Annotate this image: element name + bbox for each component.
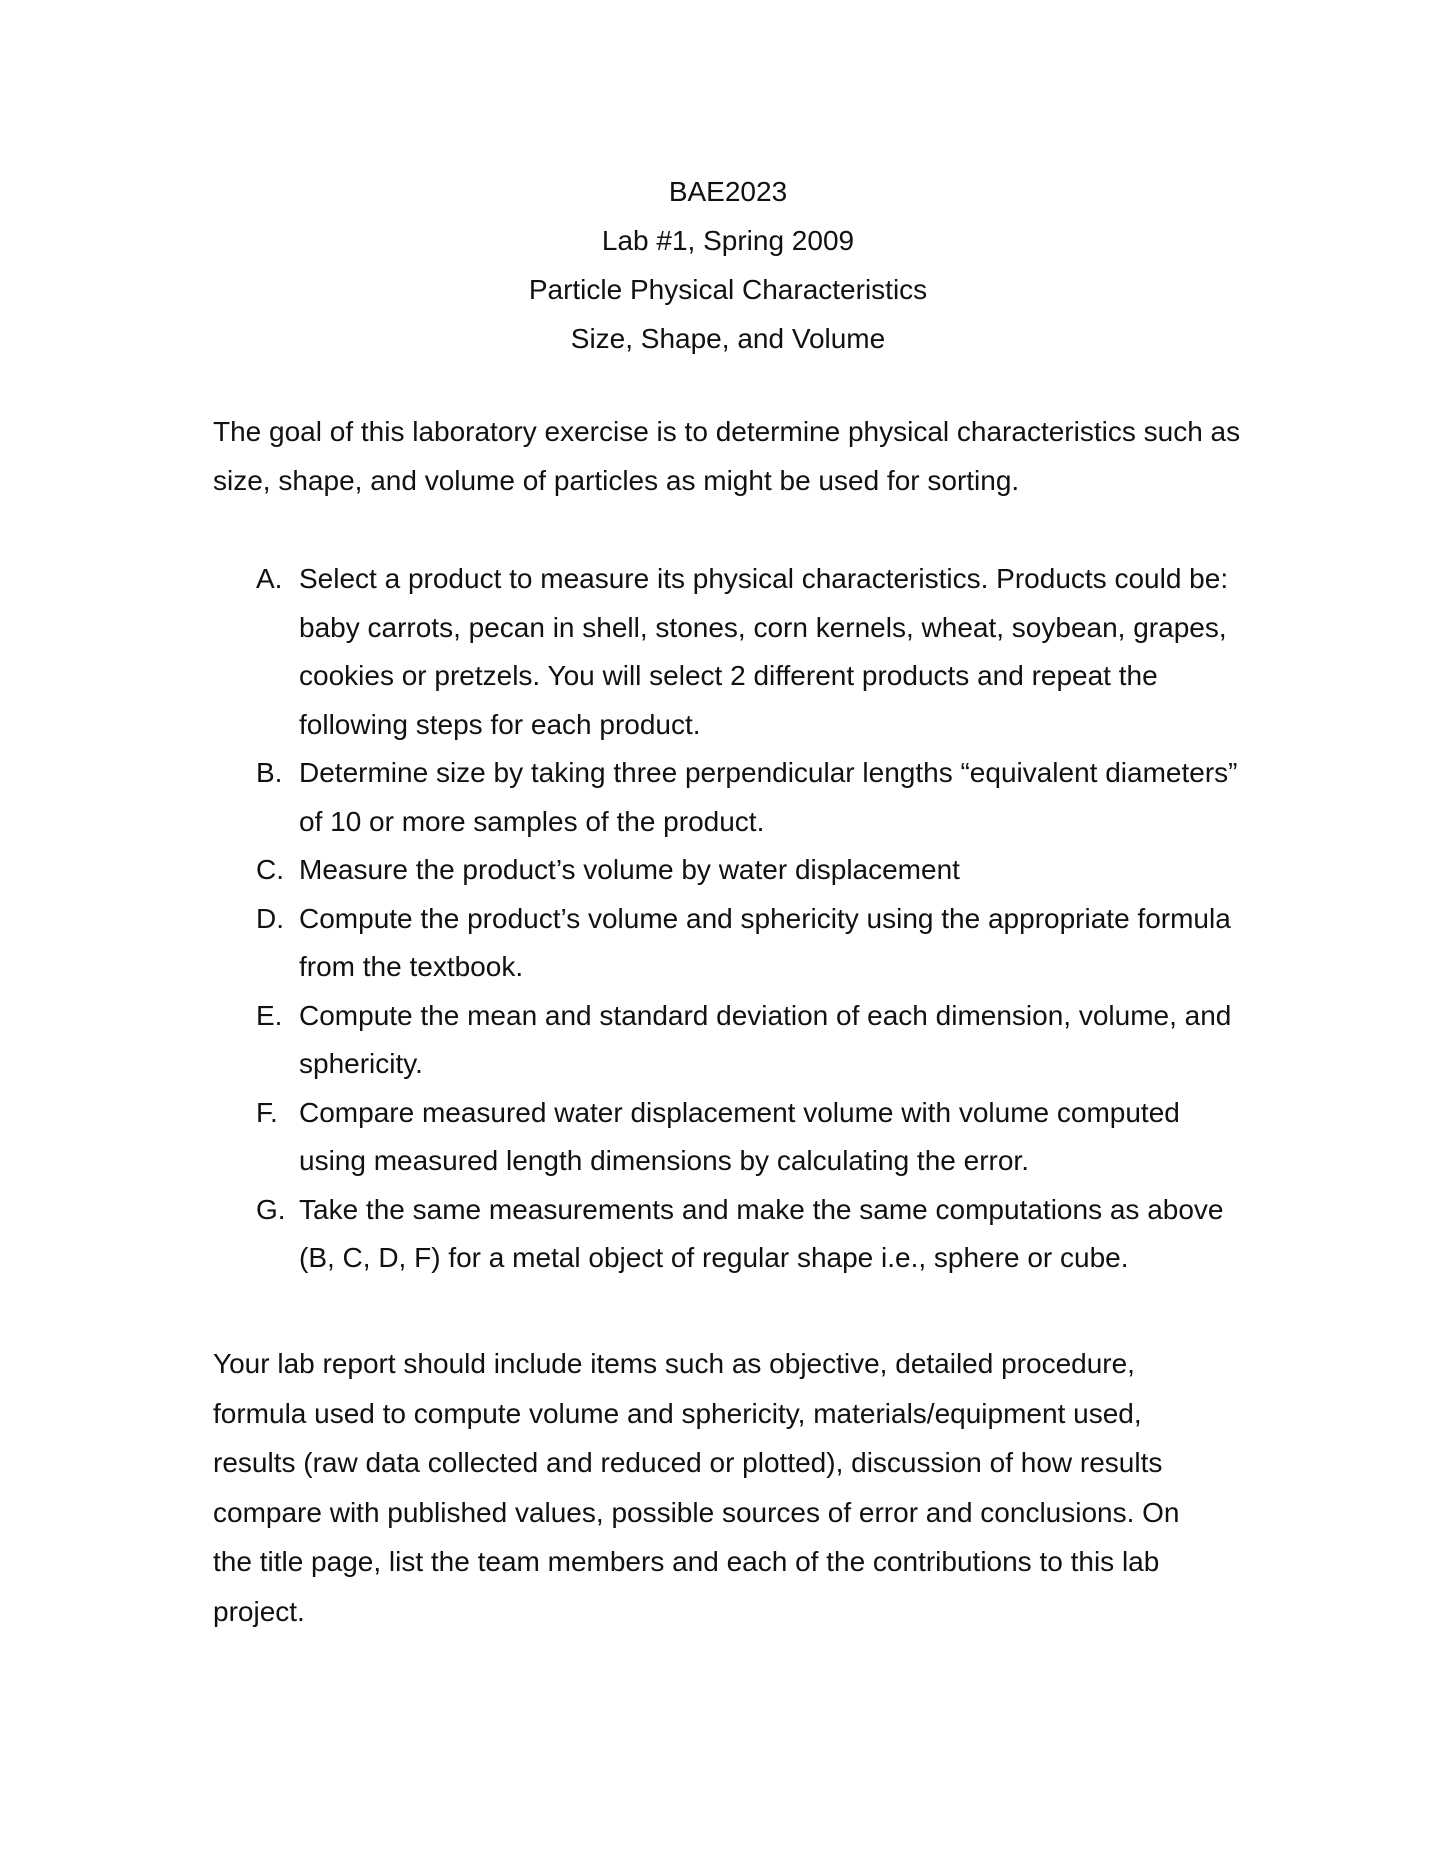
procedure-step [213,1089,1253,1186]
step-text: Compute the product’s volume and sphericity using the appropriate formula from the textbook. [299,902,1231,982]
procedure-list [213,555,1253,1283]
intro-paragraph: The goal of this laboratory exercise is to determine physical characteristics such as size, shape, and volume of particles as might be used for sorting. [213,416,1241,496]
document-header [0,167,1456,363]
step-letter: E. [256,999,283,1031]
step-text: Compare measured water displacement volume with volume computed using measured length dimensions by calculating the error. [299,1096,1180,1176]
step-letter: C. [256,854,284,885]
step-text: Compute the mean and standard deviation of each dimension, volume, and sphericity. [299,999,1232,1079]
procedure-step [213,846,1253,895]
procedure-step [213,749,1253,846]
step-letter: F. [256,1096,278,1128]
procedure-step [213,1186,1253,1283]
lab-number: Lab #1, Spring 2009 [601,225,855,256]
step-letter: G. [256,1193,286,1225]
step-letter: A. [256,563,283,594]
step-text: Select a product to measure its physical characteristics. Products could be: baby carrots, pecan in shell, stones, corn kernels, wheat, soybean, grapes, cookies or pretzels. You will select 2 different products and repeat the following steps for each product. [299,563,1229,740]
step-letter: B. [256,757,283,788]
procedure-step [213,992,1253,1089]
step-text: Take the same measurements and make the same computations as above (B, C, D, F) for a metal object of regular shape i.e., sphere or cube. [299,1193,1224,1273]
procedure-step [213,895,1253,992]
step-text: Determine size by taking three perpendicular lengths “equivalent diameters” of 10 or more samples of the product. [299,757,1238,837]
course-code: BAE2023 [668,176,788,207]
document-title: Particle Physical Characteristics [528,274,928,305]
report-requirements-paragraph: Your lab report should include items such as objective, detailed procedure, formula used to compute volume and sphericity, materials/equipment used, results (raw data collected and reduced or plotted), discussion of how results compare with published values, possible sources of error and conclusions. On the title page, list the team members and each of the contributions to this lab project. [213,1348,1180,1627]
step-letter: D. [256,902,284,934]
step-text: Measure the product’s volume by water displacement [299,854,960,885]
document-subtitle: Size, Shape, and Volume [570,323,886,354]
procedure-step [213,555,1253,749]
